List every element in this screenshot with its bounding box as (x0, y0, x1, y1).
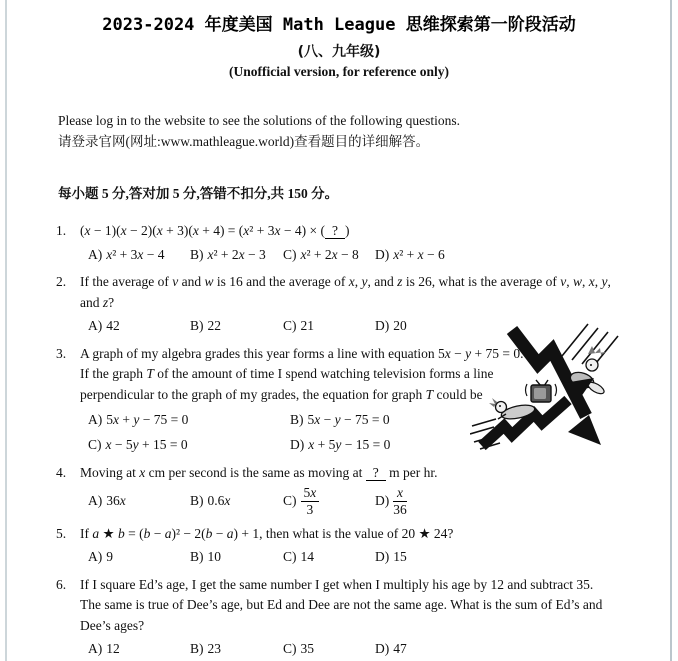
question-stem (80, 272, 648, 313)
option-A (88, 245, 190, 266)
options-row (80, 484, 648, 517)
option-label: C) (283, 641, 297, 656)
option-label: A) (88, 246, 103, 262)
scoring-rule: 每小题 5 分,答对加 5 分,答错不扣分,共 150 分。 (58, 186, 339, 201)
options-row (80, 639, 648, 660)
option-value: 47 (393, 641, 407, 656)
document-header (0, 0, 678, 80)
option-B (190, 547, 283, 568)
stem-line: The same is true of Dee’s age, but Ed and Dee are not the same age. What is the sum of Ed’s and (80, 597, 603, 612)
login-instruction-zh: 请登录官网(网址:www.mathleague.world)查看题目的详细解答。 (58, 134, 430, 149)
option-value: x + 5y − 15 = 0 (308, 437, 391, 452)
option-label: B) (190, 318, 204, 333)
option-label: A) (88, 412, 103, 427)
page-right-edge (670, 0, 672, 661)
option-C (283, 245, 375, 266)
option-value: 15 (393, 549, 407, 564)
option-D (375, 484, 648, 517)
stem-line: and z? (80, 294, 115, 310)
option-label: D) (375, 549, 390, 564)
option-label: B) (190, 641, 204, 656)
option-value: x² + 2x − 3 (207, 246, 266, 262)
option-label: B) (190, 549, 204, 564)
option-label: D) (290, 437, 305, 452)
option-label: D) (375, 492, 390, 508)
option-D (375, 245, 648, 266)
options-row (80, 547, 648, 568)
option-A (88, 547, 190, 568)
options-row (80, 245, 648, 266)
document-title: 2023-2024 年度美国 Math League 思维探索第一阶段活动 (102, 15, 576, 35)
option-label: B) (190, 246, 204, 262)
question-1 (56, 221, 648, 265)
option-label: C) (88, 437, 102, 452)
stem-line: If the graph T of the amount of time I spend watching television forms a line (80, 366, 494, 381)
option-value: 36x (106, 493, 126, 509)
question-number: 3. (56, 345, 67, 361)
option-value: 22 (207, 318, 221, 333)
stem-line: If a ★ b = (b − a)² − 2(b − a) + 1, then what is the value of 20 ★ 24? (80, 525, 454, 541)
option-label: C) (283, 492, 297, 508)
option-A (88, 491, 190, 512)
intro-paragraph (58, 110, 642, 152)
option-value: x² + 3x − 4 (106, 246, 165, 262)
option-label: C) (283, 318, 297, 333)
question-number: 5. (56, 525, 67, 541)
question-number: 6. (56, 576, 67, 592)
stem-line: perpendicular to the graph of my grades, the equation for graph T could be (80, 386, 483, 402)
stem-line: (x − 1)(x − 2)(x + 3)(x + 4) = (x² + 3x − 4) × ( ? ) (80, 223, 350, 238)
option-value: x² + 2x − 8 (300, 246, 359, 262)
option-A (88, 639, 190, 660)
option-label: D) (375, 246, 390, 262)
option-value: 21 (300, 318, 314, 333)
option-value: 10 (207, 549, 221, 564)
option-label: C) (283, 549, 297, 564)
option-value: 5x − y − 75 = 0 (307, 412, 390, 427)
option-label: B) (290, 412, 304, 427)
cartoon-illustration (470, 318, 645, 455)
option-C (283, 547, 375, 568)
option-D (375, 639, 648, 660)
option-D (375, 547, 648, 568)
tv-icon (526, 380, 557, 402)
option-value: 9 (106, 549, 113, 564)
question-number: 1. (56, 223, 67, 238)
option-C (283, 484, 375, 517)
option-value: 35 (300, 641, 314, 656)
option-B (190, 639, 283, 660)
stem-line: Moving at x cm per second is the same as moving at ? m per hr. (80, 465, 438, 480)
question-stem (80, 463, 648, 484)
stem-line: If the average of v and w is 16 and the average of x, y, and z is 26, what is the average of v, w, x, y, (80, 274, 611, 289)
version-note: (Unofficial version, for reference only) (228, 64, 450, 79)
option-B (190, 316, 283, 337)
question-stem (80, 575, 648, 637)
option-C (88, 433, 290, 456)
grade-subtitle: (八、九年级) (297, 44, 381, 60)
option-A (88, 408, 290, 431)
option-label: C) (283, 246, 297, 262)
question-number: 2. (56, 274, 67, 289)
option-B (190, 245, 283, 266)
page-left-edge (5, 0, 7, 661)
question-number: 4. (56, 465, 67, 480)
option-value: x − 5y + 15 = 0 (105, 437, 188, 452)
option-label: B) (190, 493, 204, 509)
option-label: D) (375, 641, 390, 656)
question-stem (80, 524, 648, 545)
option-value: 5x + y − 75 = 0 (106, 412, 189, 427)
option-value: 42 (106, 318, 120, 333)
option-value: 0.6x (207, 493, 231, 509)
fraction-value: $\frac{x}{36}$ (393, 484, 407, 517)
option-C (283, 316, 375, 337)
option-C (283, 639, 375, 660)
option-B (190, 491, 283, 512)
fraction-value: $\frac{5x}{3}$ (301, 485, 320, 517)
option-label: D) (375, 318, 390, 333)
question-5 (56, 524, 648, 568)
stem-line: Dee’s ages? (80, 617, 145, 633)
option-value: 14 (300, 549, 314, 564)
option-A (88, 316, 190, 337)
option-label: A) (88, 641, 103, 656)
login-instruction-en: Please log in to the website to see the solutions of the following questions. (58, 113, 460, 128)
question-stem (80, 221, 648, 242)
option-value: 23 (207, 641, 221, 656)
question-4 (56, 463, 648, 517)
option-label: A) (88, 493, 103, 509)
option-label: A) (88, 549, 103, 564)
option-value: x² + x − 6 (393, 246, 445, 262)
option-value: 12 (106, 641, 120, 656)
option-value: 20 (393, 318, 407, 333)
stem-line: A graph of my algebra grades this year forms a line with equation 5x − y + 75 = 0. (80, 345, 524, 361)
option-label: A) (88, 318, 103, 333)
question-6 (56, 575, 648, 660)
stem-line: If I square Ed’s age, I get the same number I get when I multiply his age by 12 and subtract 35. (80, 576, 594, 592)
